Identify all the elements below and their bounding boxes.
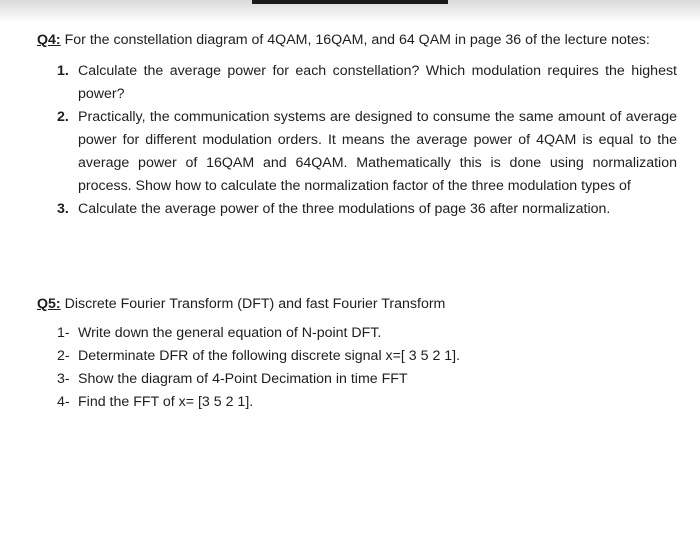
item-number: 1-: [57, 325, 70, 341]
item-number: 3-: [57, 371, 70, 387]
item-number: 2-: [57, 348, 70, 364]
item-text: Show the diagram of 4-Point Decimation in time FFT: [78, 371, 408, 387]
question-5-intro: Discrete Fourier Transform (DFT) and fast Fourier Transform: [60, 296, 446, 312]
list-item: [37, 60, 677, 106]
list-item: [37, 106, 677, 198]
question-5: [37, 293, 677, 414]
list-item: [37, 198, 677, 221]
list-item: [37, 368, 677, 391]
item-number: 3.: [57, 201, 69, 217]
list-item: [37, 345, 677, 368]
item-number: 2.: [57, 109, 69, 125]
item-text: Determinate DFR of the following discrete signal x=[ 3 5 2 1].: [78, 348, 461, 364]
item-number: 4-: [57, 394, 70, 410]
item-text: Calculate the average power for each constellation? Which modulation requires the highest power?: [78, 63, 677, 102]
question-4-list: [37, 60, 677, 221]
item-number: 1.: [57, 63, 69, 79]
list-item: [37, 322, 677, 345]
question-4-heading: [37, 29, 677, 52]
top-edge-bar: [252, 0, 448, 4]
item-text: Write down the general equation of N-point DFT.: [78, 325, 382, 341]
item-text: Find the FFT of x= [3 5 2 1].: [78, 394, 254, 410]
question-4-intro: For the constellation diagram of 4QAM, 16QAM, and 64 QAM in page 36 of the lecture notes:: [60, 32, 650, 48]
question-4: [37, 29, 677, 221]
question-5-label: Q5:: [37, 296, 61, 312]
item-text: Calculate the average power of the three modulations of page 36 after normalization.: [78, 201, 611, 217]
item-text: Practically, the communication systems are designed to consume the same amount of average power for different modulation orders. It means the average power of 4QAM is equal to the average power of 16QAM and 64QAM. Mathematically this is done using normalization process. Show how to calculate the normalization factor of the three modulation types of: [78, 109, 677, 194]
list-item: [37, 391, 677, 414]
question-5-heading: [37, 293, 677, 316]
question-4-label: Q4:: [37, 32, 61, 48]
question-5-list: [37, 322, 677, 414]
